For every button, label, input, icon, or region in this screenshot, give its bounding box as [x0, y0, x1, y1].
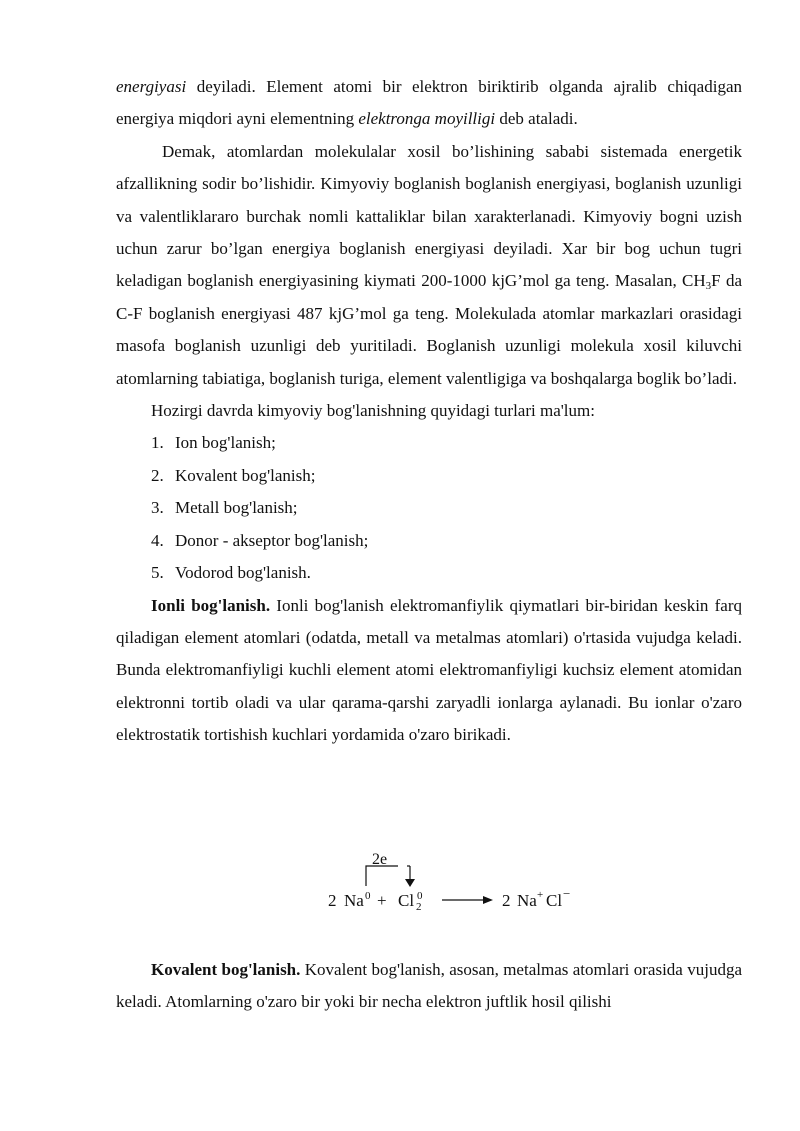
- heading-covalent-bond: Kovalent bog'lanish.: [151, 960, 301, 979]
- list-item: [116, 460, 742, 492]
- reaction-equation-figure: [320, 852, 580, 914]
- list-number: 5.: [151, 563, 164, 583]
- reaction-equation: [320, 852, 580, 914]
- term-energiyasi: energiyasi: [116, 77, 187, 96]
- paragraph-covalent-bond: [116, 954, 742, 1019]
- list-number: 1.: [151, 433, 164, 453]
- list-text: Metall bog'lanish;: [175, 498, 298, 518]
- list-number: 4.: [151, 530, 164, 550]
- coefficient: 2: [502, 891, 511, 910]
- list-text: Vodorod bog'lanish.: [175, 563, 311, 583]
- para1-text: deyiladi. Element atomi bir elektron biriktirib olganda ajralib chiqadigan energiya miqdori ayni elementning: [116, 77, 742, 129]
- para2-text: Demak, atomlardan molekulalar xosil bo’lishining sababi sistemada energetik afzallikning sodir bo’lishidir. Kimyoviy boglanish boglanish energiyasi, boglanish uzunligi va valentliklararo burchak nomli kattaliklar bilan xarakterlanadi. Kimyoviy bogni uzish uchun zarur bo’lgan energiya boglanish energiyasi deyiladi. Xar bir bog uchun tugri keladigan boglanish energiyasining kiymati 200-1000 kjG’mol ga teng. Masalan, CH: [116, 141, 742, 291]
- list-text: Ion bog'lanish;: [175, 433, 276, 453]
- chloride-ion: Cl: [546, 891, 563, 910]
- list-item: [116, 557, 742, 589]
- bond-types-list: [116, 427, 742, 589]
- para1-text-end: deb ataladi.: [495, 109, 578, 129]
- list-item: [116, 427, 742, 459]
- charge-superscript: −: [563, 886, 571, 901]
- sodium-ion: Na: [517, 891, 537, 910]
- paragraph-bond-energy: [116, 136, 742, 395]
- sodium-atom: Na: [344, 891, 364, 910]
- coefficient: 2: [328, 891, 337, 910]
- covalent-bond-text: Kovalent bog'lanish, asosan, metalmas atomlari orasida vujudga keladi. Atomlarning o'zaro bir yoki bir necha elektron juftlik hosil qilishi: [116, 960, 742, 1012]
- term-elektronga-moyilligi: elektronga moyilligi: [358, 109, 496, 129]
- heading-ionic-bond: Ionli bog'lanish.: [151, 595, 271, 615]
- electron-transfer-arrowhead: [405, 879, 415, 887]
- subscript-3: 3: [705, 280, 712, 293]
- list-text: Donor - akseptor bog'lanish;: [175, 530, 369, 550]
- list-number: 2.: [151, 465, 164, 485]
- charge-superscript: 0: [417, 890, 423, 902]
- list-number: 3.: [151, 498, 164, 518]
- paragraph-ionic-bond: [116, 590, 742, 752]
- paragraph-bond-types-intro: Hozirgi davrda kimyoviy bog'lanishning quyidagi turlari ma'lum:: [151, 401, 595, 421]
- charge-superscript: +: [537, 889, 544, 901]
- reaction-arrow-head: [483, 896, 493, 904]
- text-block-top: [116, 71, 742, 752]
- subscript: 2: [416, 901, 422, 913]
- charge-superscript: 0: [365, 890, 371, 902]
- list-item: [116, 525, 742, 557]
- paragraph-electron-affinity: [116, 71, 742, 136]
- text-block-bottom: [116, 954, 742, 1019]
- chlorine-molecule: Cl: [398, 891, 415, 910]
- electron-transfer-line: [366, 866, 398, 886]
- list-text: Kovalent bog'lanish;: [175, 465, 316, 485]
- list-item: [116, 492, 742, 524]
- para2-text-end: F da C-F boglanish energiyasi 487 kjG’mol ga teng. Molekulada atomlar markazlari orasidagi masofa boglanish uzunligi deb yuritiladi. Boglanish uzunligi molekula xosil kiluvchi atomlarning tabiatiga, boglanish turiga, element valentligiga va boshqalarga boglik bo’ladi.: [116, 271, 743, 388]
- plus-sign: +: [377, 891, 387, 910]
- ionic-bond-text: Ionli bog'lanish elektromanfiylik qiymatlari bir-biridan keskin farq qiladigan element atomlari (odatda, metall va metalmas atomlari) o'rtasida vujudga keladi. Bunda elektromanfiyligi kuchli element atomi elektromanfiyligi kuchsiz element atomidan elektronni tortib oladi va ular qarama-qarshi zaryadli ionlarga aylanadi. Bu ionlar o'zaro elektrostatik tortishish kuchlari yordamida o'zaro birikadi.: [116, 595, 742, 745]
- electron-count-label: 2e: [372, 852, 388, 868]
